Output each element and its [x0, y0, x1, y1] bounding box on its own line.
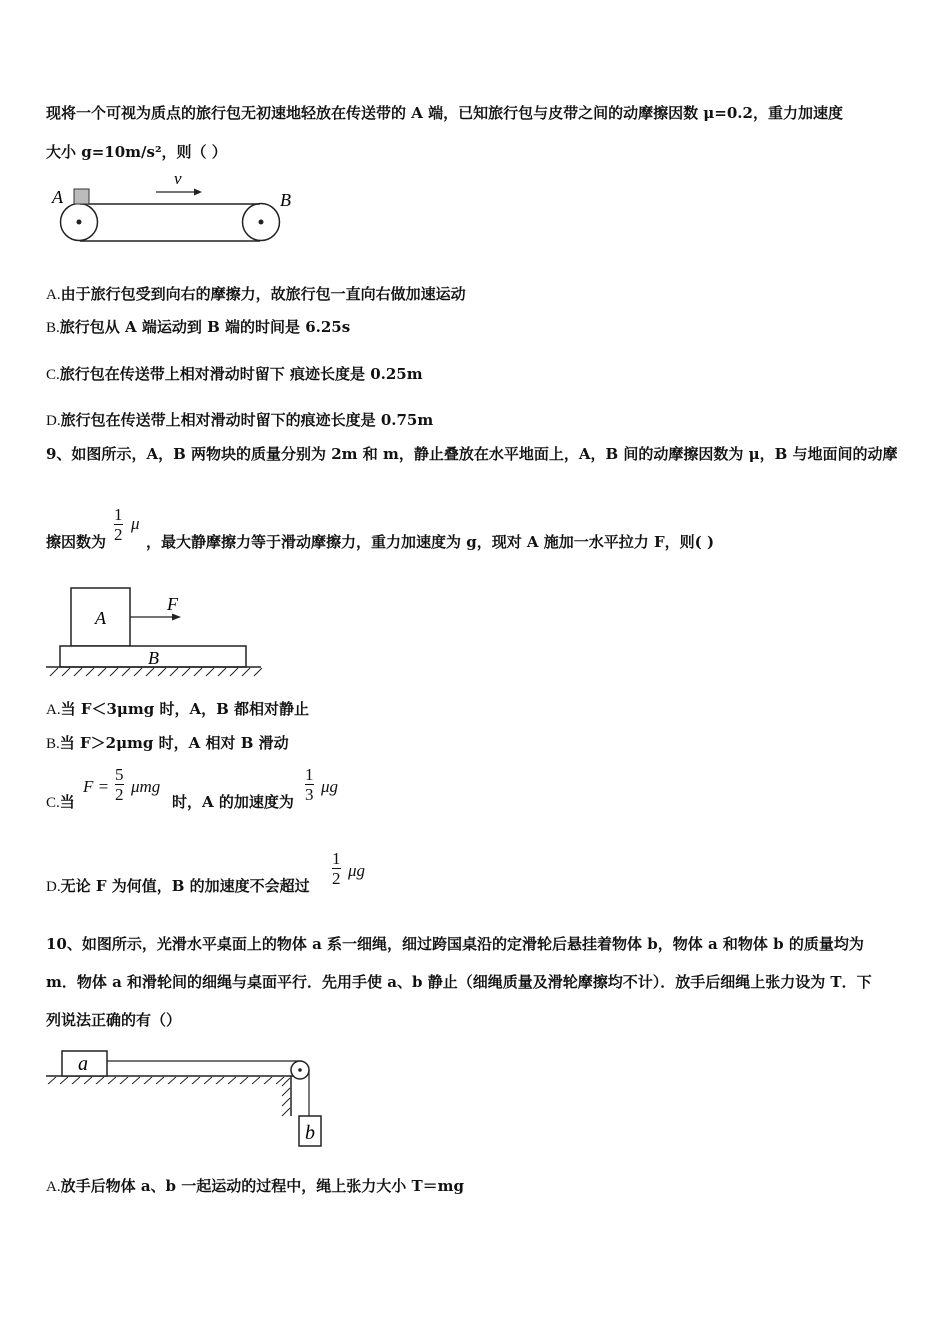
q9-stem-line2-post: ，最大静摩擦力等于滑动摩擦力，重力加速度为 g，现对 A 施加一水平拉力 F，则( ) [146, 533, 715, 551]
label-b: B [280, 190, 291, 210]
q9-option-b[interactable]: B.当 F＞2μmg 时，A 相对 B 滑动 [46, 734, 289, 752]
q10-stem-line2: m．物体 a 和滑轮间的细绳与桌面平行．先用手使 a、b 静止（细绳质量及滑轮摩擦均不计）．放手后细绳上张力设为 T．下 [46, 973, 872, 991]
q9-option-c-fraction2: 1 3 [305, 765, 314, 804]
q8-option-b[interactable]: B.旅行包从 A 端运动到 B 端的时间是 6.25s [46, 318, 351, 336]
q8-option-a[interactable]: A.由于旅行包受到向右的摩擦力，故旅行包一直向右做加速运动 [46, 285, 466, 303]
block-stack-figure [46, 584, 266, 684]
label-a: A [95, 608, 106, 628]
q9-option-a[interactable]: A.当 F＜3μmg 时，A，B 都相对静止 [46, 700, 310, 718]
pulley-figure [46, 1046, 336, 1150]
q9-stem-line2-pre: 擦因数为 [46, 533, 107, 551]
q9-option-d-tail: μg [348, 861, 366, 880]
q9-stem-line1: 9、如图所示，A，B 两物块的质量分别为 2m 和 m，静止叠放在水平地面上，A，B 间的动摩擦因数为 μ，B 与地面间的动摩 [46, 445, 898, 463]
q8-stem-line2: 大小 g=10m/s²，则（ ） [46, 143, 227, 161]
q8-option-d[interactable]: D.旅行包在传送带上相对滑动时留下的痕迹长度是 0.75m [46, 411, 434, 429]
q9-option-c[interactable]: C.当 [46, 793, 75, 811]
label-a: A [52, 187, 63, 207]
q10-stem-line3: 列说法正确的有（） [46, 1011, 182, 1029]
q9-option-c-lhs: F = [83, 777, 110, 796]
label-b: B [148, 648, 159, 668]
conveyor-belt-figure [46, 168, 306, 248]
q8-option-c[interactable]: C.旅行包在传送带上相对滑动时留下 痕迹长度是 0.25m [46, 365, 423, 383]
label-a: a [78, 1053, 88, 1075]
label-v: v [174, 169, 182, 188]
q10-stem-line1: 10、如图所示，光滑水平桌面上的物体 a 系一细绳，细过跨国桌沿的定滑轮后悬挂着物体 b，物体 a 和物体 b 的质量均为 [46, 935, 864, 953]
q10-option-a[interactable]: A.放手后物体 a、b 一起运动的过程中，绳上张力大小 T＝mg [46, 1177, 464, 1195]
q9-option-d-fraction: 1 2 [332, 849, 341, 888]
q8-stem-line1: 现将一个可视为质点的旅行包无初速地轻放在传送带的 A 端，已知旅行包与皮带之间的动摩擦因数 μ=0.2，重力加速度 [46, 104, 843, 122]
q9-option-c-fraction1: 5 2 [115, 765, 124, 804]
q9-stem-fraction-tail: μ [131, 514, 140, 533]
q9-option-c-tail1: μmg [131, 777, 161, 796]
q9-stem-fraction: 1 2 [114, 505, 123, 544]
q9-option-d[interactable]: D.无论 F 为何值，B 的加速度不会超过 [46, 877, 310, 895]
q9-option-c-tail2: μg [321, 777, 339, 796]
label-f: F [167, 594, 178, 614]
q9-option-c-mid: 时，A 的加速度为 [172, 793, 294, 811]
label-b: b [305, 1122, 315, 1144]
